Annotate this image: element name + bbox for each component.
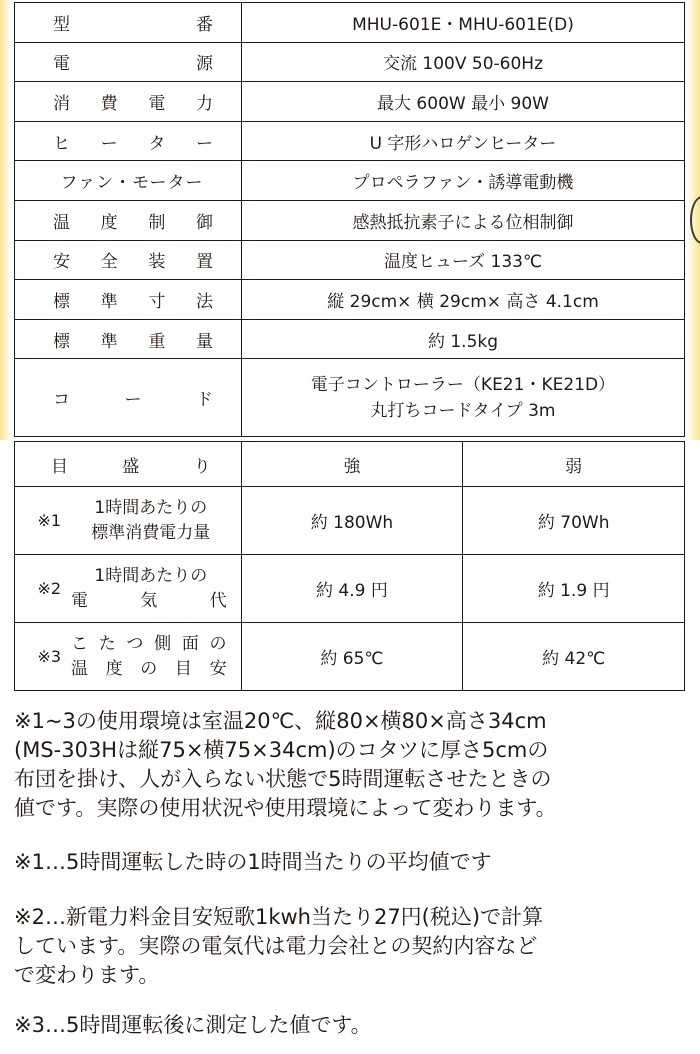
side-temp-label-line-2: 温 度 の 目 安 bbox=[71, 658, 227, 679]
note-mark-2: ※2 bbox=[37, 579, 61, 598]
spec-row-temperature-control bbox=[15, 200, 685, 240]
spec-label-heater: ヒ ー タ ー bbox=[15, 121, 242, 161]
left-glow-border bbox=[0, 0, 10, 440]
spec-value-safety-device: 温度ヒューズ 133℃ bbox=[242, 240, 685, 280]
footnote-1 bbox=[14, 848, 694, 877]
cost-label-line-2: 電 気 代 bbox=[71, 590, 227, 611]
consumption-label-line-1: 1時間あたりの bbox=[94, 497, 208, 518]
spec-row-model bbox=[15, 3, 685, 43]
spec-value-power-consumption: 最大 600W 最小 90W bbox=[242, 82, 685, 122]
spec-label-temperature-control: 温 度 制 御 bbox=[15, 200, 242, 240]
scale-table bbox=[14, 441, 685, 691]
usage-conditions-note bbox=[14, 707, 694, 823]
cost-label-line-1: 1時間あたりの bbox=[94, 565, 208, 586]
spec-label-weight: 標 準 重 量 bbox=[15, 319, 242, 359]
scale-header-weak: 弱 bbox=[463, 442, 685, 487]
scale-cost-strong: 約 4.9 円 bbox=[241, 555, 463, 623]
footnote-3-text: ※3…5時間運転後に測定した値です。 bbox=[14, 1013, 372, 1037]
cord-line-2: 丸打ちコードタイプ 3m bbox=[370, 400, 556, 421]
cord-line-1: 電子コントローラー（KE21・KE21D） bbox=[310, 374, 616, 395]
note-mark-3: ※3 bbox=[37, 647, 61, 666]
scale-side-temp-strong: 約 65℃ bbox=[241, 623, 463, 691]
spec-table bbox=[14, 2, 685, 437]
scale-row-consumption bbox=[15, 487, 685, 555]
spec-row-power-consumption bbox=[15, 82, 685, 122]
spec-row-dimensions bbox=[15, 280, 685, 320]
spec-value-heater: U 字形ハロゲンヒーター bbox=[242, 121, 685, 161]
spec-value-weight: 約 1.5kg bbox=[242, 319, 685, 359]
footnote-2-line-2: しています。実際の電気代は電力会社との契約内容など bbox=[14, 934, 538, 958]
scale-label-side-temperature bbox=[15, 623, 242, 691]
spec-row-power-source bbox=[15, 42, 685, 82]
side-temp-label-line-1: こ た つ 側 面 の bbox=[71, 633, 227, 654]
spec-row-fan-motor bbox=[15, 161, 685, 201]
note-mark-1: ※1 bbox=[37, 511, 61, 530]
spec-value-fan-motor: プロペラファン・誘導電動機 bbox=[242, 161, 685, 201]
scale-consumption-strong: 約 180Wh bbox=[241, 487, 463, 555]
scale-header-row bbox=[15, 442, 685, 487]
spec-value-temperature-control: 感熱抵抗素子による位相制御 bbox=[242, 200, 685, 240]
spec-label-power-consumption: 消 費 電 力 bbox=[15, 82, 242, 122]
footnote-2-line-1: ※2…新電力料金目安短歌1kwh当たり27円(税込)で計算 bbox=[14, 905, 544, 929]
spec-label-power-source: 電 源 bbox=[15, 42, 242, 82]
scale-side-temp-weak: 約 42℃ bbox=[463, 623, 685, 691]
scale-label-consumption bbox=[15, 487, 242, 555]
spec-label-model: 型 番 bbox=[15, 3, 242, 43]
spec-value-model: MHU-601E・MHU-601E(D) bbox=[242, 3, 685, 43]
spec-value-cord bbox=[242, 359, 685, 437]
spec-row-safety-device bbox=[15, 240, 685, 280]
usage-note-line-2: (MS-303Hは縦75×横75×34cm)のコタツに厚さ5cmの bbox=[14, 738, 549, 762]
scale-row-electricity-cost bbox=[15, 555, 685, 623]
scale-cost-weak: 約 1.9 円 bbox=[463, 555, 685, 623]
footnote-2-line-3: で変わります。 bbox=[14, 963, 160, 987]
footnote-3 bbox=[14, 1011, 694, 1040]
spec-row-weight bbox=[15, 319, 685, 359]
scale-header-strong: 強 bbox=[241, 442, 463, 487]
scale-label-electricity-cost bbox=[15, 555, 242, 623]
spec-label-cord: コ ー ド bbox=[15, 359, 242, 437]
scale-consumption-weak: 約 70Wh bbox=[463, 487, 685, 555]
spec-label-dimensions: 標 準 寸 法 bbox=[15, 280, 242, 320]
spec-row-heater bbox=[15, 121, 685, 161]
spec-label-fan-motor: ファン・モーター bbox=[15, 161, 242, 201]
footnote-2 bbox=[14, 903, 694, 990]
footnote-1-text: ※1…5時間運転した時の1時間当たりの平均値です bbox=[14, 850, 492, 874]
spec-value-dimensions: 縦 29cm× 横 29cm× 高さ 4.1cm bbox=[242, 280, 685, 320]
usage-note-line-1: ※1~3の使用環境は室温20℃、縦80×横80×高さ34cm bbox=[14, 709, 547, 733]
scale-row-side-temperature bbox=[15, 623, 685, 691]
consumption-label-line-2: 標準消費電力量 bbox=[91, 522, 211, 543]
usage-note-line-4: 値です。実際の使用状況や使用環境によって変わります。 bbox=[14, 796, 557, 820]
spec-label-safety-device: 安 全 装 置 bbox=[15, 240, 242, 280]
scale-header-label: 目 盛 り bbox=[15, 442, 242, 487]
spec-row-cord bbox=[15, 359, 685, 437]
usage-note-line-3: 布団を掛け、人が入らない状態で5時間運転させたときの bbox=[14, 767, 552, 791]
spec-value-power-source: 交流 100V 50-60Hz bbox=[242, 42, 685, 82]
